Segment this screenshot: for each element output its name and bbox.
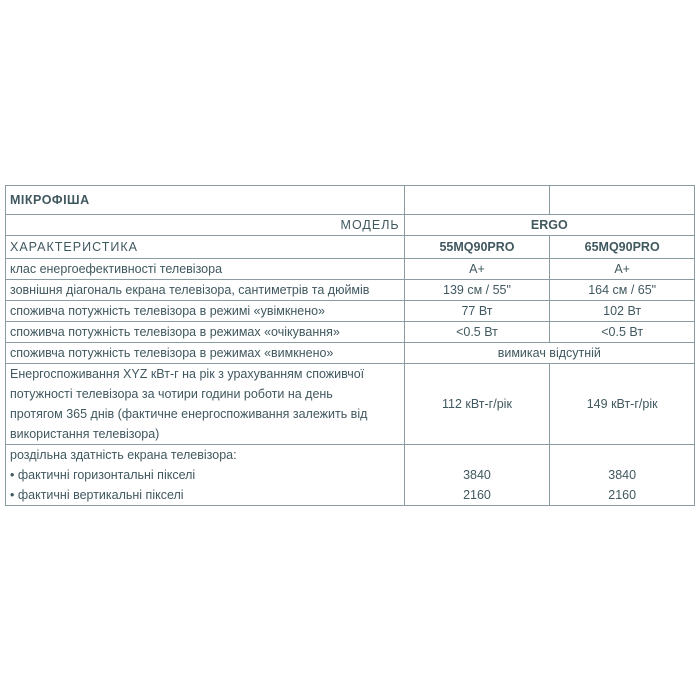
title-row	[6, 186, 695, 215]
spec-row	[6, 322, 695, 343]
spec-value-1: 139 см / 55"	[404, 280, 550, 301]
spec-row	[6, 343, 695, 364]
resolution-values-1	[404, 445, 550, 506]
resolution-value: 2160	[463, 488, 491, 502]
resolution-value: 2160	[608, 488, 637, 502]
energy-label-line: використання телевізора)	[10, 427, 160, 441]
spec-label: клас енергоефективності телевізора	[6, 259, 405, 280]
energy-value-1: 112 кВт-г/рік	[404, 364, 550, 445]
spec-row	[6, 259, 695, 280]
resolution-values-2	[550, 445, 695, 506]
energy-value-2: 149 кВт-г/рік	[550, 364, 695, 445]
model-row	[6, 215, 695, 236]
energy-label-line: потужності телевізора за чотири години роботи на день	[10, 387, 333, 401]
resolution-value: 3840	[608, 468, 637, 482]
spec-row	[6, 301, 695, 322]
resolution-spacer	[554, 445, 690, 465]
spec-label: зовнішня діагональ екрана телевізора, сантиметрів та дюймів	[6, 280, 405, 301]
spec-label: споживча потужність телевізора в режимі «увімкнено»	[6, 301, 405, 322]
resolution-spacer	[409, 445, 546, 465]
resolution-item-label: • фактичні вертикальні пікселі	[10, 488, 184, 502]
resolution-item-label: • фактичні горизонтальні пікселі	[10, 468, 196, 482]
spec-label: споживча потужність телевізора в режимах «очікування»	[6, 322, 405, 343]
sheet-title: МІКРОФІША	[6, 186, 405, 215]
spec-value-1: A+	[404, 259, 550, 280]
spec-row	[6, 280, 695, 301]
energy-label-line: протягом 365 днів (фактичне енергоспоживання залежить від	[10, 407, 368, 421]
model-label: МОДЕЛЬ	[6, 215, 405, 236]
spec-value-2: 102 Вт	[550, 301, 695, 322]
resolution-row	[6, 445, 695, 506]
spec-value-2: A+	[550, 259, 695, 280]
empty-cell	[404, 186, 550, 215]
spec-value-1: <0.5 Вт	[404, 322, 550, 343]
microfiche-sheet	[5, 185, 695, 506]
model-name-1: 55MQ90PRO	[404, 236, 550, 259]
spec-value-2: <0.5 Вт	[550, 322, 695, 343]
energy-label-line: Енергоспоживання XYZ кВт-г на рік з урахуванням споживчої	[10, 367, 365, 381]
model-name-2: 65MQ90PRO	[550, 236, 695, 259]
characteristic-row	[6, 236, 695, 259]
spec-value-2: 164 см / 65"	[550, 280, 695, 301]
brand-name: ERGO	[404, 215, 694, 236]
resolution-labels	[6, 445, 405, 506]
energy-row	[6, 364, 695, 445]
resolution-value: 3840	[463, 468, 491, 482]
characteristic-label: ХАРАКТЕРИСТИКА	[6, 236, 405, 259]
energy-label	[6, 364, 405, 445]
spec-table	[5, 185, 695, 506]
spec-value-1: 77 Вт	[404, 301, 550, 322]
resolution-label: роздільна здатність екрана телевізора:	[10, 448, 237, 462]
spec-merged-value: вимикач відсутній	[404, 343, 694, 364]
empty-cell	[550, 186, 695, 215]
spec-label: споживча потужність телевізора в режимах «вимкнено»	[6, 343, 405, 364]
